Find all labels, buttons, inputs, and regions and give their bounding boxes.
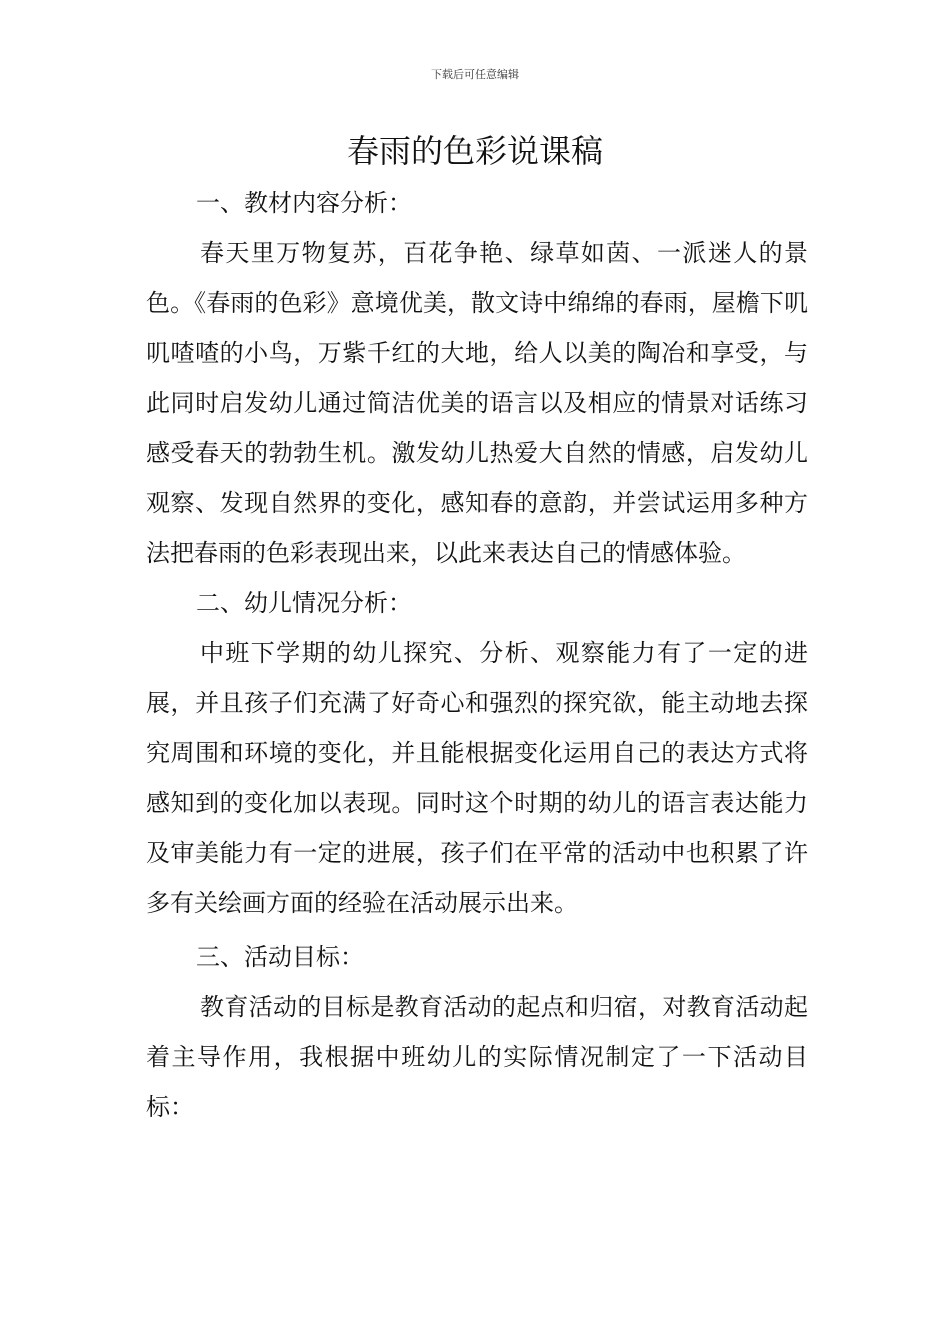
section-heading-materials: 一、教材内容分析： <box>196 189 412 217</box>
section-paragraph-goals: 教育活动的目标是教育活动的起点和归宿，对教育活动起着主导作用，我根据中班幼儿的实际情况制定了一下活动目标： <box>146 993 808 1121</box>
document-title: 春雨的色彩说课稿 <box>346 132 603 170</box>
document-body <box>146 178 808 1132</box>
section-paragraph-materials: 春天里万物复苏，百花争艳、绿草如茵、一派迷人的景色。《春雨的色彩》意境优美，散文诗中绵绵的春雨，屋檐下叽叽喳喳的小鸟，万紫千红的大地，给人以美的陶冶和享受，与此同时启发幼儿通过简洁优美的语言以及相应的情景对话练习感受春天的勃勃生机。激发幼儿热爱大自然的情感，启发幼儿观察、发现自然界的变化，感知春的意韵，并尝试运用多种方法把春雨的色彩表现出来，以此来表达自己的情感体验。 <box>146 239 808 567</box>
section-paragraph-children: 中班下学期的幼儿探究、分析、观察能力有了一定的进展，并且孩子们充满了好奇心和强烈的探究欲，能主动地去探究周围和环境的变化，并且能根据变化运用自己的表达方式将感知到的变化加以表现。同时这个时期的幼儿的语言表达能力及审美能力有一定的进展，孩子们在平常的活动中也积累了许多有关绘画方面的经验在活动展示出来。 <box>146 639 808 917</box>
section-heading-children: 二、幼儿情况分析： <box>196 589 412 617</box>
section-heading-goals: 三、活动目标： <box>196 943 364 971</box>
header-note: 下载后可任意编辑 <box>431 68 519 81</box>
